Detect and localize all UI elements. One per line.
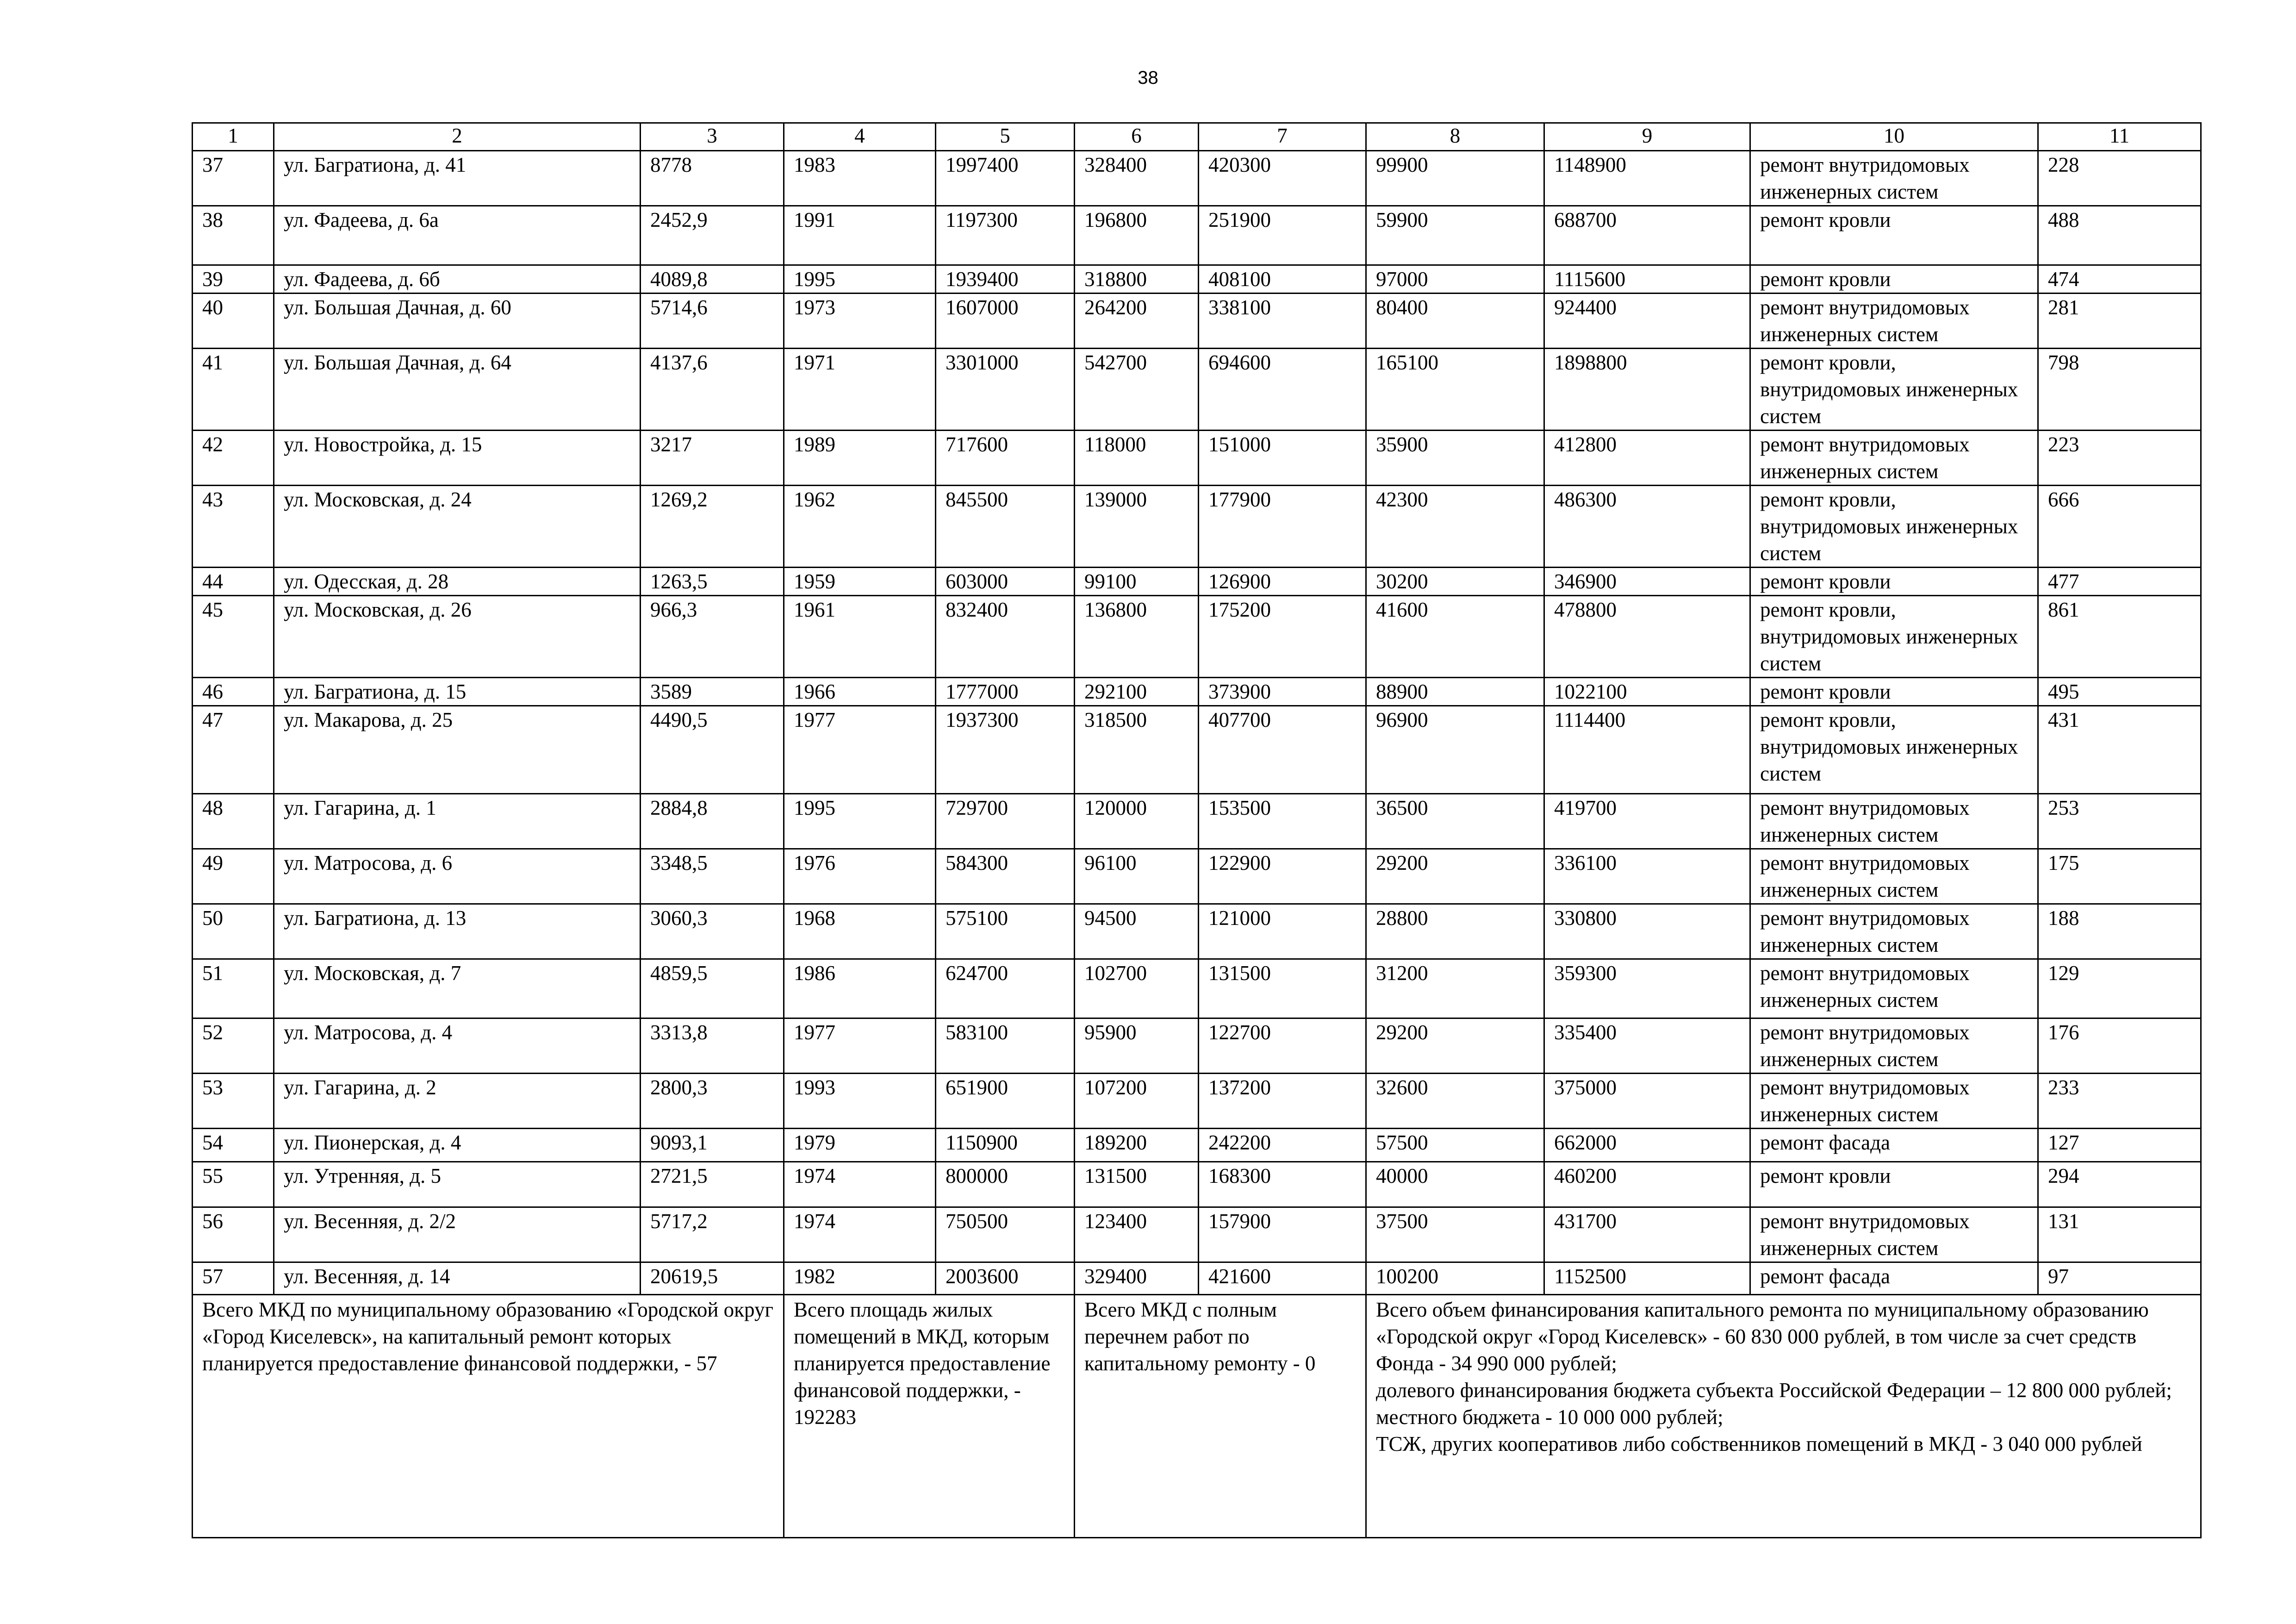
cost-col8: 88900: [1366, 678, 1544, 706]
table-row: [193, 1207, 2201, 1262]
address: ул. Багратиона, д. 13: [274, 904, 641, 959]
cell-col11: 131: [2038, 1207, 2201, 1262]
total-cost: 729700: [936, 794, 1075, 849]
cost-col8: 100200: [1366, 1262, 1544, 1295]
row-number: 41: [193, 349, 274, 431]
work-type: ремонт фасада: [1750, 1262, 2038, 1295]
row-number: 51: [193, 959, 274, 1018]
cost-col6: 318500: [1075, 706, 1199, 794]
address: ул. Большая Дачная, д. 60: [274, 294, 641, 349]
year: 1989: [784, 431, 936, 486]
column-number: 10: [1750, 123, 2038, 151]
total-cost: 845500: [936, 486, 1075, 568]
address: ул. Весенняя, д. 14: [274, 1262, 641, 1295]
cost-col7: 153500: [1199, 794, 1366, 849]
year: 1993: [784, 1074, 936, 1129]
address: ул. Большая Дачная, д. 64: [274, 349, 641, 431]
row-number: 40: [193, 294, 274, 349]
work-type: ремонт внутридомовых инженерных систем: [1750, 1074, 2038, 1129]
total-cost: 624700: [936, 959, 1075, 1018]
financing-line: ТСЖ, других кооперативов либо собственников помещений в МКД - 3 040 000 рублей: [1376, 1432, 2142, 1455]
cell-col11: 488: [2038, 206, 2201, 265]
column-number: 2: [274, 123, 641, 151]
cost-col9: 1148900: [1544, 151, 1750, 206]
address: ул. Новостройка, д. 15: [274, 431, 641, 486]
summary-total-mkd: Всего МКД по муниципальному образованию «Городской округ «Город Киселевск», на капитальный ремонт которых планируется предоставление финансовой поддержки, - 57: [193, 1295, 784, 1538]
work-type: ремонт кровли: [1750, 568, 2038, 596]
cell-col11: 97: [2038, 1262, 2201, 1295]
row-number: 43: [193, 486, 274, 568]
cost-col9: 478800: [1544, 596, 1750, 678]
cost-col7: 408100: [1199, 265, 1366, 294]
table-row: [193, 1129, 2201, 1162]
cost-col9: 1898800: [1544, 349, 1750, 431]
total-cost: 1197300: [936, 206, 1075, 265]
area: 2800,3: [641, 1074, 784, 1129]
row-number: 38: [193, 206, 274, 265]
cost-col7: 420300: [1199, 151, 1366, 206]
address: ул. Утренняя, д. 5: [274, 1162, 641, 1207]
year: 1986: [784, 959, 936, 1018]
cost-col7: 168300: [1199, 1162, 1366, 1207]
summary-total-area: Всего площадь жилых помещений в МКД, которым планируется предоставление финансовой поддержки, - 192283: [784, 1295, 1075, 1538]
cost-col7: 407700: [1199, 706, 1366, 794]
cost-col8: 31200: [1366, 959, 1544, 1018]
table-row: [193, 1018, 2201, 1074]
cost-col8: 29200: [1366, 1018, 1544, 1074]
cost-col8: 97000: [1366, 265, 1544, 294]
total-cost: 583100: [936, 1018, 1075, 1074]
row-number: 42: [193, 431, 274, 486]
address: ул. Матросова, д. 4: [274, 1018, 641, 1074]
area: 1269,2: [641, 486, 784, 568]
row-number: 57: [193, 1262, 274, 1295]
address: ул. Гагарина, д. 1: [274, 794, 641, 849]
cost-col9: 336100: [1544, 849, 1750, 904]
cost-col6: 131500: [1075, 1162, 1199, 1207]
work-type: ремонт внутридомовых инженерных систем: [1750, 794, 2038, 849]
total-cost: 651900: [936, 1074, 1075, 1129]
cell-col11: 495: [2038, 678, 2201, 706]
cost-col9: 330800: [1544, 904, 1750, 959]
cost-col6: 189200: [1075, 1129, 1199, 1162]
work-type: ремонт внутридомовых инженерных систем: [1750, 904, 2038, 959]
total-cost: 3301000: [936, 349, 1075, 431]
table-row: [193, 1074, 2201, 1129]
cost-col6: 318800: [1075, 265, 1199, 294]
cost-col6: 136800: [1075, 596, 1199, 678]
area: 2884,8: [641, 794, 784, 849]
column-number: 7: [1199, 123, 1366, 151]
year: 1962: [784, 486, 936, 568]
cost-col7: 122700: [1199, 1018, 1366, 1074]
cost-col9: 924400: [1544, 294, 1750, 349]
cost-col9: 1022100: [1544, 678, 1750, 706]
row-number: 54: [193, 1129, 274, 1162]
year: 1982: [784, 1262, 936, 1295]
cost-col8: 40000: [1366, 1162, 1544, 1207]
cost-col9: 431700: [1544, 1207, 1750, 1262]
summary-row: [193, 1295, 2201, 1538]
total-cost: 800000: [936, 1162, 1075, 1207]
row-number: 39: [193, 265, 274, 294]
table-row: [193, 904, 2201, 959]
work-type: ремонт внутридомовых инженерных систем: [1750, 151, 2038, 206]
year: 1979: [784, 1129, 936, 1162]
area: 5714,6: [641, 294, 784, 349]
column-number: 6: [1075, 123, 1199, 151]
summary-financing: [1366, 1295, 2201, 1538]
cost-col6: 139000: [1075, 486, 1199, 568]
cost-col7: 151000: [1199, 431, 1366, 486]
address: ул. Багратиона, д. 15: [274, 678, 641, 706]
year: 1983: [784, 151, 936, 206]
work-type: ремонт кровли, внутридомовых инженерных систем: [1750, 706, 2038, 794]
cost-col8: 28800: [1366, 904, 1544, 959]
work-type: ремонт внутридомовых инженерных систем: [1750, 431, 2038, 486]
cost-col7: 137200: [1199, 1074, 1366, 1129]
total-cost: 575100: [936, 904, 1075, 959]
address: ул. Пионерская, д. 4: [274, 1129, 641, 1162]
cost-col8: 80400: [1366, 294, 1544, 349]
cost-col8: 37500: [1366, 1207, 1544, 1262]
cell-col11: 666: [2038, 486, 2201, 568]
table-row: [193, 678, 2201, 706]
cost-col6: 120000: [1075, 794, 1199, 849]
table-row: [193, 706, 2201, 794]
work-type: ремонт внутридомовых инженерных систем: [1750, 1018, 2038, 1074]
work-type: ремонт кровли: [1750, 206, 2038, 265]
area: 4089,8: [641, 265, 784, 294]
cost-col7: 121000: [1199, 904, 1366, 959]
cell-col11: 281: [2038, 294, 2201, 349]
cost-col7: 122900: [1199, 849, 1366, 904]
cell-col11: 129: [2038, 959, 2201, 1018]
row-number: 55: [193, 1162, 274, 1207]
cost-col8: 41600: [1366, 596, 1544, 678]
column-number-row: [193, 123, 2201, 151]
cost-col6: 264200: [1075, 294, 1199, 349]
cost-col7: 251900: [1199, 206, 1366, 265]
cost-col8: 32600: [1366, 1074, 1544, 1129]
cost-col6: 99100: [1075, 568, 1199, 596]
table-row: [193, 151, 2201, 206]
cost-col7: 373900: [1199, 678, 1366, 706]
area: 2721,5: [641, 1162, 784, 1207]
cost-col7: 175200: [1199, 596, 1366, 678]
cost-col8: 36500: [1366, 794, 1544, 849]
total-cost: 1777000: [936, 678, 1075, 706]
table-row: [193, 294, 2201, 349]
cell-col11: 233: [2038, 1074, 2201, 1129]
cost-col9: 375000: [1544, 1074, 1750, 1129]
address: ул. Московская, д. 24: [274, 486, 641, 568]
cell-col11: 861: [2038, 596, 2201, 678]
cost-col6: 328400: [1075, 151, 1199, 206]
cost-col6: 94500: [1075, 904, 1199, 959]
table-row: [193, 568, 2201, 596]
cost-col9: 359300: [1544, 959, 1750, 1018]
row-number: 49: [193, 849, 274, 904]
total-cost: 750500: [936, 1207, 1075, 1262]
cost-col7: 131500: [1199, 959, 1366, 1018]
row-number: 45: [193, 596, 274, 678]
cost-col8: 165100: [1366, 349, 1544, 431]
year: 1959: [784, 568, 936, 596]
address: ул. Макарова, д. 25: [274, 706, 641, 794]
area: 5717,2: [641, 1207, 784, 1262]
row-number: 48: [193, 794, 274, 849]
total-cost: 1150900: [936, 1129, 1075, 1162]
cost-col6: 102700: [1075, 959, 1199, 1018]
year: 1991: [784, 206, 936, 265]
area: 9093,1: [641, 1129, 784, 1162]
cost-col6: 123400: [1075, 1207, 1199, 1262]
cost-col7: 157900: [1199, 1207, 1366, 1262]
total-cost: 832400: [936, 596, 1075, 678]
cell-col11: 127: [2038, 1129, 2201, 1162]
cost-col9: 1152500: [1544, 1262, 1750, 1295]
row-number: 37: [193, 151, 274, 206]
work-type: ремонт внутридомовых инженерных систем: [1750, 294, 2038, 349]
cell-col11: 175: [2038, 849, 2201, 904]
work-type: ремонт внутридомовых инженерных систем: [1750, 1207, 2038, 1262]
total-cost: 1939400: [936, 265, 1075, 294]
area: 4490,5: [641, 706, 784, 794]
address: ул. Матросова, д. 6: [274, 849, 641, 904]
area: 3313,8: [641, 1018, 784, 1074]
cost-col8: 99900: [1366, 151, 1544, 206]
year: 1977: [784, 706, 936, 794]
capital-repair-table: [192, 122, 2202, 1538]
year: 1968: [784, 904, 936, 959]
area: 2452,9: [641, 206, 784, 265]
work-type: ремонт фасада: [1750, 1129, 2038, 1162]
row-number: 47: [193, 706, 274, 794]
cost-col7: 421600: [1199, 1262, 1366, 1295]
row-number: 53: [193, 1074, 274, 1129]
cell-col11: 228: [2038, 151, 2201, 206]
financing-line: долевого финансирования бюджета субъекта Российской Федерации – 12 800 000 рублей;: [1376, 1379, 2172, 1402]
work-type: ремонт внутридомовых инженерных систем: [1750, 959, 2038, 1018]
cell-col11: 477: [2038, 568, 2201, 596]
cost-col9: 460200: [1544, 1162, 1750, 1207]
cost-col9: 486300: [1544, 486, 1750, 568]
year: 1977: [784, 1018, 936, 1074]
cost-col8: 59900: [1366, 206, 1544, 265]
area: 3589: [641, 678, 784, 706]
cost-col6: 118000: [1075, 431, 1199, 486]
page-number: 38: [1138, 68, 1158, 88]
cost-col9: 1115600: [1544, 265, 1750, 294]
column-number: 8: [1366, 123, 1544, 151]
table-row: [193, 1262, 2201, 1295]
row-number: 52: [193, 1018, 274, 1074]
area: 4859,5: [641, 959, 784, 1018]
cost-col6: 95900: [1075, 1018, 1199, 1074]
total-cost: 1607000: [936, 294, 1075, 349]
cost-col8: 30200: [1366, 568, 1544, 596]
table-row: [193, 206, 2201, 265]
work-type: ремонт кровли, внутридомовых инженерных систем: [1750, 596, 2038, 678]
column-number: 4: [784, 123, 936, 151]
cost-col9: 412800: [1544, 431, 1750, 486]
cell-col11: 431: [2038, 706, 2201, 794]
work-type: ремонт кровли: [1750, 678, 2038, 706]
summary-full-list: Всего МКД с полным перечнем работ по капитальному ремонту - 0: [1075, 1295, 1366, 1538]
year: 1961: [784, 596, 936, 678]
column-number: 1: [193, 123, 274, 151]
work-type: ремонт кровли, внутридомовых инженерных систем: [1750, 486, 2038, 568]
address: ул. Багратиона, д. 41: [274, 151, 641, 206]
total-cost: 603000: [936, 568, 1075, 596]
work-type: ремонт внутридомовых инженерных систем: [1750, 849, 2038, 904]
cost-col9: 335400: [1544, 1018, 1750, 1074]
cost-col9: 688700: [1544, 206, 1750, 265]
year: 1974: [784, 1162, 936, 1207]
cost-col6: 292100: [1075, 678, 1199, 706]
cell-col11: 188: [2038, 904, 2201, 959]
area: 4137,6: [641, 349, 784, 431]
column-number: 5: [936, 123, 1075, 151]
area: 3348,5: [641, 849, 784, 904]
cost-col7: 177900: [1199, 486, 1366, 568]
year: 1971: [784, 349, 936, 431]
area: 20619,5: [641, 1262, 784, 1295]
address: ул. Московская, д. 7: [274, 959, 641, 1018]
table-row: [193, 265, 2201, 294]
cost-col9: 419700: [1544, 794, 1750, 849]
total-cost: 1997400: [936, 151, 1075, 206]
table-row: [193, 1162, 2201, 1207]
cost-col6: 96100: [1075, 849, 1199, 904]
address: ул. Фадеева, д. 6а: [274, 206, 641, 265]
cost-col7: 126900: [1199, 568, 1366, 596]
table-row: [193, 596, 2201, 678]
column-number: 3: [641, 123, 784, 151]
year: 1995: [784, 794, 936, 849]
year: 1973: [784, 294, 936, 349]
work-type: ремонт кровли: [1750, 265, 2038, 294]
year: 1995: [784, 265, 936, 294]
column-number: 11: [2038, 123, 2201, 151]
total-cost: 717600: [936, 431, 1075, 486]
cost-col6: 542700: [1075, 349, 1199, 431]
table-row: [193, 794, 2201, 849]
address: ул. Фадеева, д. 6б: [274, 265, 641, 294]
cost-col7: 338100: [1199, 294, 1366, 349]
area: 3217: [641, 431, 784, 486]
total-cost: 1937300: [936, 706, 1075, 794]
address: ул. Одесская, д. 28: [274, 568, 641, 596]
cost-col8: 96900: [1366, 706, 1544, 794]
table-row: [193, 349, 2201, 431]
row-number: 50: [193, 904, 274, 959]
cost-col9: 346900: [1544, 568, 1750, 596]
financing-line: Всего объем финансирования капитального ремонта по муниципальному образованию «Городской округ «Город Киселевск» - 60 830 000 рублей, в том числе за счет средств Фонда - 34 990 000 рублей;: [1376, 1298, 2149, 1375]
cell-col11: 474: [2038, 265, 2201, 294]
year: 1966: [784, 678, 936, 706]
area: 8778: [641, 151, 784, 206]
cost-col8: 35900: [1366, 431, 1544, 486]
area: 1263,5: [641, 568, 784, 596]
cost-col6: 196800: [1075, 206, 1199, 265]
year: 1976: [784, 849, 936, 904]
cell-col11: 223: [2038, 431, 2201, 486]
cost-col6: 107200: [1075, 1074, 1199, 1129]
row-number: 46: [193, 678, 274, 706]
cost-col9: 1114400: [1544, 706, 1750, 794]
work-type: ремонт кровли, внутридомовых инженерных систем: [1750, 349, 2038, 431]
total-cost: 584300: [936, 849, 1075, 904]
table-row: [193, 849, 2201, 904]
table-row: [193, 486, 2201, 568]
area: 3060,3: [641, 904, 784, 959]
cell-col11: 294: [2038, 1162, 2201, 1207]
financing-line: местного бюджета - 10 000 000 рублей;: [1376, 1405, 1724, 1429]
cost-col9: 662000: [1544, 1129, 1750, 1162]
table-row: [193, 959, 2201, 1018]
cost-col6: 329400: [1075, 1262, 1199, 1295]
cell-col11: 176: [2038, 1018, 2201, 1074]
address: ул. Весенняя, д. 2/2: [274, 1207, 641, 1262]
address: ул. Гагарина, д. 2: [274, 1074, 641, 1129]
total-cost: 2003600: [936, 1262, 1075, 1295]
row-number: 44: [193, 568, 274, 596]
cost-col8: 29200: [1366, 849, 1544, 904]
cell-col11: 798: [2038, 349, 2201, 431]
cost-col7: 242200: [1199, 1129, 1366, 1162]
work-type: ремонт кровли: [1750, 1162, 2038, 1207]
area: 966,3: [641, 596, 784, 678]
cost-col7: 694600: [1199, 349, 1366, 431]
table-row: [193, 431, 2201, 486]
cell-col11: 253: [2038, 794, 2201, 849]
cost-col8: 57500: [1366, 1129, 1544, 1162]
cost-col8: 42300: [1366, 486, 1544, 568]
row-number: 56: [193, 1207, 274, 1262]
column-number: 9: [1544, 123, 1750, 151]
year: 1974: [784, 1207, 936, 1262]
address: ул. Московская, д. 26: [274, 596, 641, 678]
